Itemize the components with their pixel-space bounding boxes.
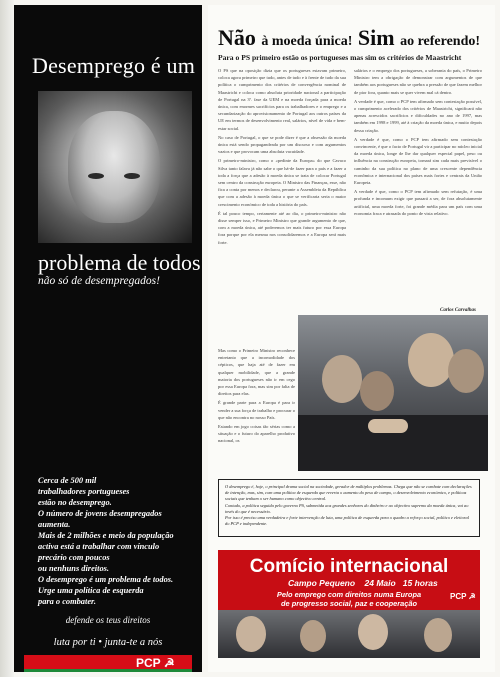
paragraph: A verdade é que, como o PCP tem afirmado sem contestação convincente, é que o facto de Portugal vir a participar no núcleo inicial da moeda única, longe de lhe dar qualquer especial papel, peso ou influência na construção europeia, tornará sim cada mais previsível o caminho da sua política no plano de uma crescente dependência econômica e internacional dos países mais fortes e centrais da União Europeia. (354, 136, 482, 186)
join-us-slogan: luta por ti • junta-te a nós (53, 637, 163, 648)
child-portrait-photo (38, 91, 192, 243)
headline-single-currency: à moeda única! (261, 34, 353, 49)
rally-banner (218, 550, 480, 658)
stats-line: estão no desemprego. (38, 498, 112, 507)
rally-slogan-line: de progresso social, paz e cooperação (281, 599, 417, 608)
rally-date: 24 Maio (364, 578, 396, 588)
person-head (448, 349, 484, 393)
paragraph: A verdade é que, como o PCP tem afirmado sem contestação possível, o cumprimento acelerado dos critérios de Maastricht, significará não apenas acrescidos sacrifícios e dificuldades no ano de 1997, mas também em 1998 e 1999, até à criação da moeda única, e muito depois dessa criação. (354, 98, 482, 133)
stats-line: para o combater. (38, 597, 96, 606)
unemployment-quote-box (218, 479, 480, 537)
paragraph: O PS que na oposição dizia que os portugueses estavam primeiro, coloca agora primeiro que tudo, antes de tudo e à frente de tudo da sua política o cumprimento dos critérios de convergência nominal de Maastricht e coloca como absoluta prioridade nacional a participação de Portugal na 3ª. fase da UEM e na moeda forçada para a moeda única, com enormes sacrifícios para os trabalhadores e o emprego e a secundarização do aprovisionamento de Portugal aos outros países da UE em termos de desenvolvimento real, salários, nível de vida e bem-estar social. (218, 68, 346, 131)
article-column-2 (354, 67, 482, 317)
person-head (358, 614, 388, 650)
paragraph: Estando em jogo coisas tão sérias como a situação e o futuro do aparelho produtivo nacional, os (218, 424, 295, 444)
paragraph: É tal pouco tempo, certamente até ao dia, o primeiro-ministro não disse semper isso, e Primeiro Ministro que grande argumento de que, com a moeda única, até poderemos ter mais futuro por essa Europa fora porque por ela mesma nos consolidaremos e a Europa será mais forte. (218, 210, 346, 245)
handshake (368, 419, 408, 433)
paragraph: No caso de Portugal, o que se pode dizer é que a obsessão da moeda única está sendo propagandeada por um discurso e com argumentos vazios e que provocam uma absoluta vacuidade. (218, 134, 346, 155)
person-head (300, 620, 326, 652)
stats-line: O número de jovens desempregados (38, 509, 162, 518)
person-head (322, 355, 362, 403)
page-fold-shadow (0, 0, 14, 677)
left-subline: não só de desempregados! (38, 275, 160, 287)
article-column-1 (218, 67, 346, 347)
child-face (68, 111, 160, 223)
rally-place: Campo Pequeno (288, 578, 356, 588)
left-headline-top: Desemprego é um (32, 53, 196, 78)
person-head (424, 618, 452, 652)
rally-title: Comício internacional (249, 556, 449, 577)
article-page (208, 5, 495, 672)
paragraph: O primeiro-ministro, como o «pedinte da Europa» do que Cavaco Silva tanto falava já não sabe o que há-de fazer para o país e a fazer a toda a força que a adesão à moeda única se trata de colocar Portugal sem centro da construção europeia. O Ministro das Finanças, esse, não fica a conta por menos e declarou, perante a Assembleia da República que com a adesão à moeda única o que se verificaria seria o maior crescimento económico de toda a história do país. (218, 158, 346, 207)
author-byline: Carlos Carvalhas (440, 308, 476, 313)
paragraph: É grande parte para a Europa é para ir vender a sua força de trabalho e procurar o que não encontra no nosso País. (218, 400, 295, 420)
left-headline-bottom: problema de todos (38, 250, 201, 275)
paragraph: salários e o emprego dos portugueses, a soberania do país, o Primeiro Ministro tem a obrigação de demonstrar com argumentos de que também aos portugueses não se quebra a pressão de que fazem melhor de pior fora, quanto mais se quer vivem mal cá dentro. (354, 68, 482, 95)
pcp-logo-text: PCP (136, 656, 161, 670)
person-head (408, 333, 454, 387)
quote-paragraph: Por isso é preciso uma verdadeira e forte intervenção de luta, uma política de esquerda para o quadro a reforço social, político e eleitoral do PCP e independente. (225, 515, 469, 527)
article-headline (218, 25, 488, 51)
rally-crowd-photo (218, 610, 480, 658)
hammer-sickle-icon: ☭ (163, 656, 175, 670)
paragraph: A verdade é que, como o PCP tem afirmado sem refutação, é uma profunda e incomum exigir que passará a ser, de fora absolutamente artificial, uma moeda forte, foi grande média para um país com uma economia fraca e atrasada do ponto de vista relativo. (354, 189, 482, 216)
pcp-logo (450, 592, 476, 601)
stats-line: precário com poucos (38, 553, 110, 562)
stats-line: O desemprego é um problema de todos. (38, 575, 174, 584)
unemployment-stats (38, 475, 188, 607)
rally-details (288, 578, 438, 588)
headline-no: Não (218, 25, 256, 50)
stats-line: ou nenhuns direitos. (38, 564, 109, 573)
left-panel (14, 5, 202, 672)
headline-referendum: ao referendo! (400, 34, 481, 49)
article-column-1-continued (218, 347, 295, 475)
hammer-sickle-icon: ☭ (468, 592, 476, 601)
headline-yes: Sim (357, 25, 395, 50)
paragraph: Mas como o Primeiro Ministro reconhece entretanto que a incomodidade dos cépticos, que haja até de fazer em qualquer mobilidade, que a grande maioria dos portugueses não ir em cego por essa Europa fora, mas sim por falta de direitos para elas. (218, 348, 295, 397)
stats-line: activa está a trabalhar com vínculo (38, 542, 160, 551)
pcp-logo-text: PCP (450, 592, 467, 601)
pcp-logo (136, 656, 175, 670)
person-head (236, 616, 266, 652)
stats-line: aumenta. (38, 520, 71, 529)
rally-slogan-line: Pelo emprego com direitos numa Europa (276, 590, 422, 599)
person-head (360, 371, 394, 411)
pcp-banner (24, 655, 192, 672)
stats-line: trabalhadores portugueses (38, 487, 130, 496)
rally-time: 15 horas (402, 578, 438, 588)
stats-line: Urge uma política de esquerda (38, 586, 144, 595)
stats-line: Mais de 2 milhões e meio da população (38, 531, 174, 540)
stats-line: Cerca de 500 mil (38, 476, 97, 485)
eye-right (124, 173, 140, 179)
rally-slogan (218, 590, 480, 608)
eye-left (88, 173, 104, 179)
article-subheadline: Para o PS primeiro estão os portugueses mas sim os critérios de Maastricht (218, 53, 462, 62)
handshake-crowd-photo (298, 315, 488, 471)
quote-paragraph: O desemprego é, hoje, o principal drama social na sociedade, gerador de múltiplos problemas. Chega que não se combate com declarações de intenção, mas, sim, com uma política de esquerda que reverta o aumento do peso de campo, o desenvolvimento económico, e políticas sociais que tenham o ser humano como objectivo central. (225, 484, 472, 502)
quote-paragraph: Contudo, a política seguida pelo governo PS, submetida aos grandes senhores do dinheiro e ao objectivo supremo da moeda única, vai ao invés do que é necessário. (225, 502, 469, 514)
defend-rights-text: defende os teus direitos (65, 615, 151, 625)
